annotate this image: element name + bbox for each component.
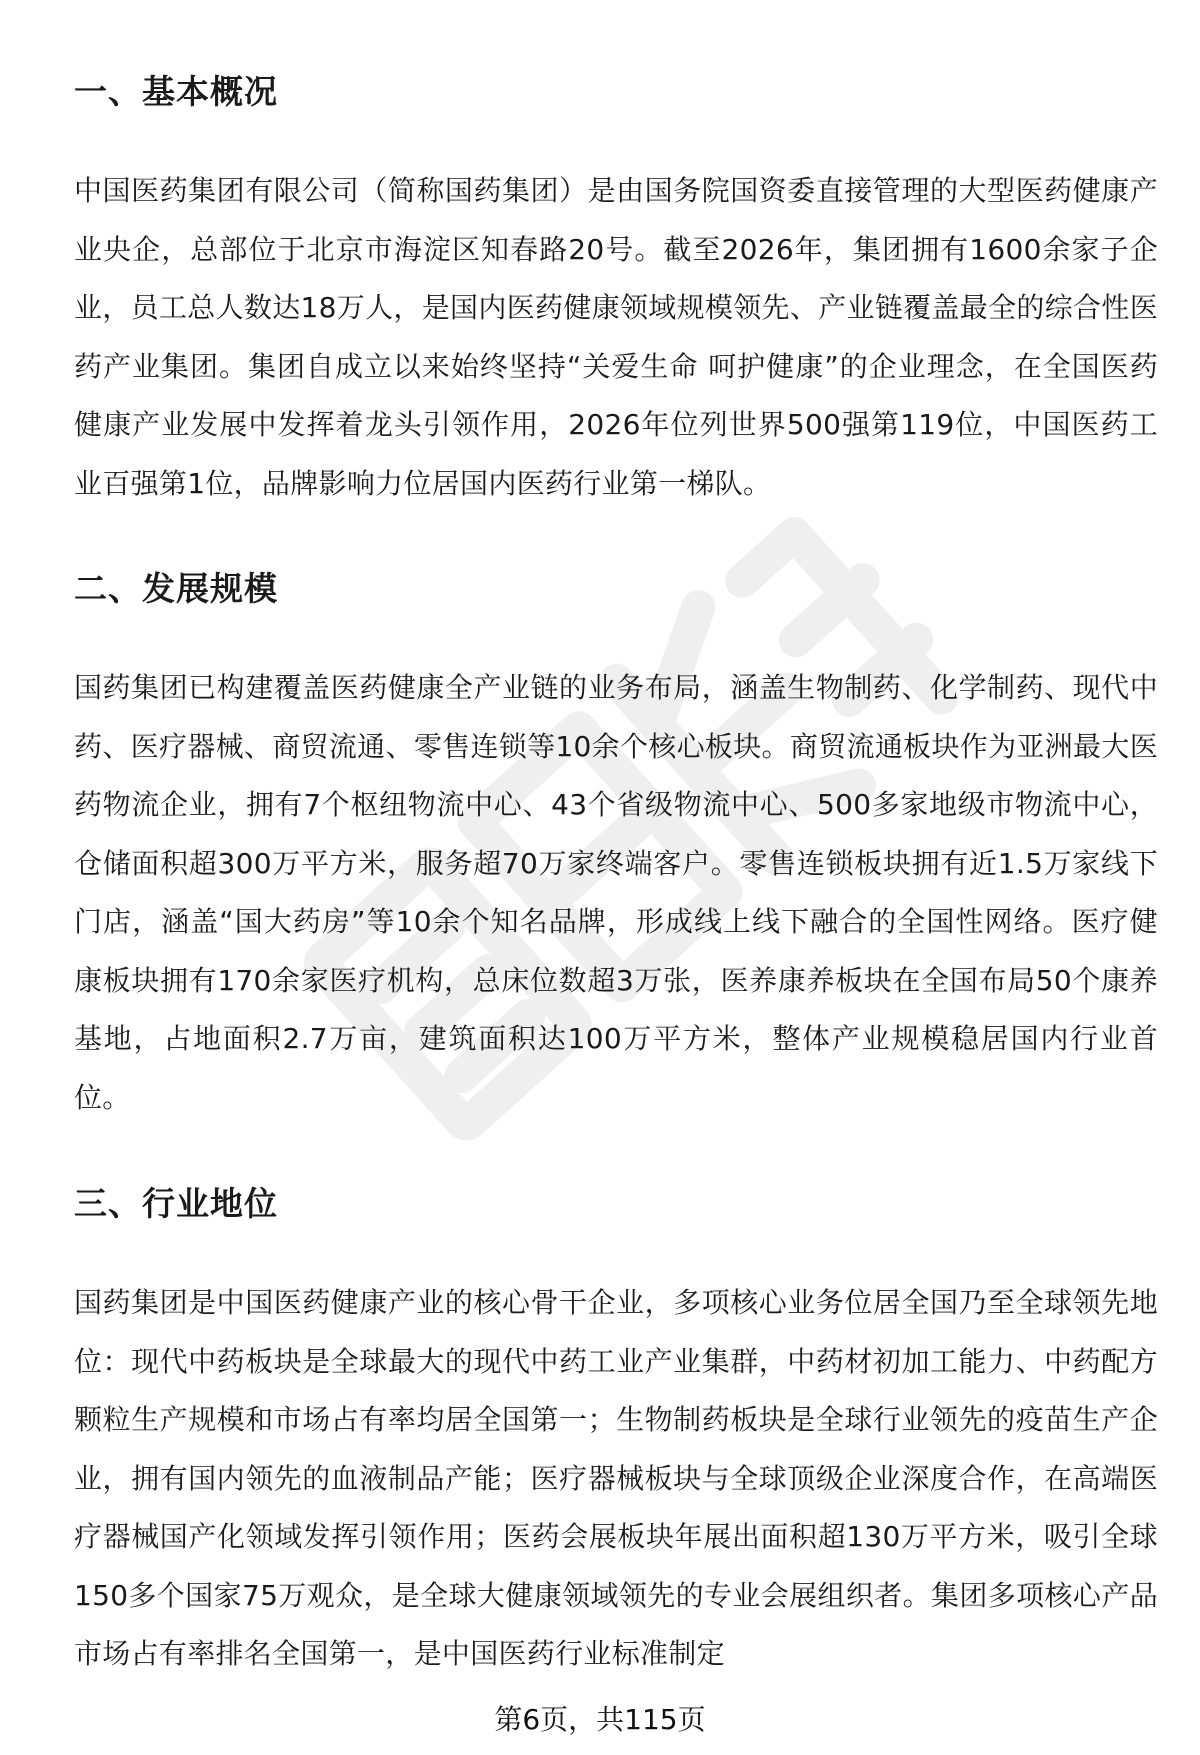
section-heading-overview: 一、基本概况 [74,72,278,111]
section-body-scale: 国药集团已构建覆盖医药健康全产业链的业务布局，涵盖生物制药、化学制药、现代中药、医疗器械、商贸流通、零售连锁等10余个核心板块。商贸流通板块作为亚洲最大医药物流企业，拥有7个枢纽物流中心、43个省级物流中心、500多家地级市物流中心，仓储面积超300万平方米，服务超70万家终端客户。零售连锁板块拥有近1.5万家线下门店，涵盖“国大药房”等10余个知名品牌，形成线上线下融合的全国性网络。医疗健康板块拥有170余家医疗机构，总床位数超3万张，医养康养板块在全国布局50个康养基地，占地面积2.7万亩，建筑面积达100万平方米，整体产业规模稳居国内行业首位。 [74,671,1158,1114]
section-body-industry-position: 国药集团是中国医药健康产业的核心骨干企业，多项核心业务位居全国乃至全球领先地位：现代中药板块是全球最大的现代中药工业产业集群，中药材初加工能力、中药配方颗粒生产规模和市场占有率均居全国第一；生物制药板块是全球行业领先的疫苗生产企业，拥有国内领先的血液制品产能；医疗器械板块与全球顶级企业深度合作，在高端医疗器械国产化领域发挥引领作用；医药会展板块年展出面积超130万平方米，吸引全球150多个国家75万观众，是全球大健康领域领先的专业会展组织者。集团多项核心产品市场占有率排名全国第一，是中国医药行业标准制定 [74,1286,1158,1670]
section-heading-industry-position: 三、行业地位 [74,1184,278,1223]
page-number-footer: 第6页，共115页 [0,1700,1200,1740]
section-body-overview: 中国医药集团有限公司（简称国药集团）是由国务院国资委直接管理的大型医药健康产业央企，总部位于北京市海淀区知春路20号。截至2026年，集团拥有1600余家子企业，员工总人数达18万人，是国内医药健康领域规模领先、产业链覆盖最全的综合性医药产业集团。集团自成立以来始终坚持“关爱生命 呵护健康”的企业理念，在全国医药健康产业发展中发挥着龙头引领作用，2026年位列世界500强第119位，中国医药工业百强第1位，品牌影响力位居国内医药行业第一梯队。 [74,174,1158,500]
section-heading-scale: 二、发展规模 [74,569,278,608]
